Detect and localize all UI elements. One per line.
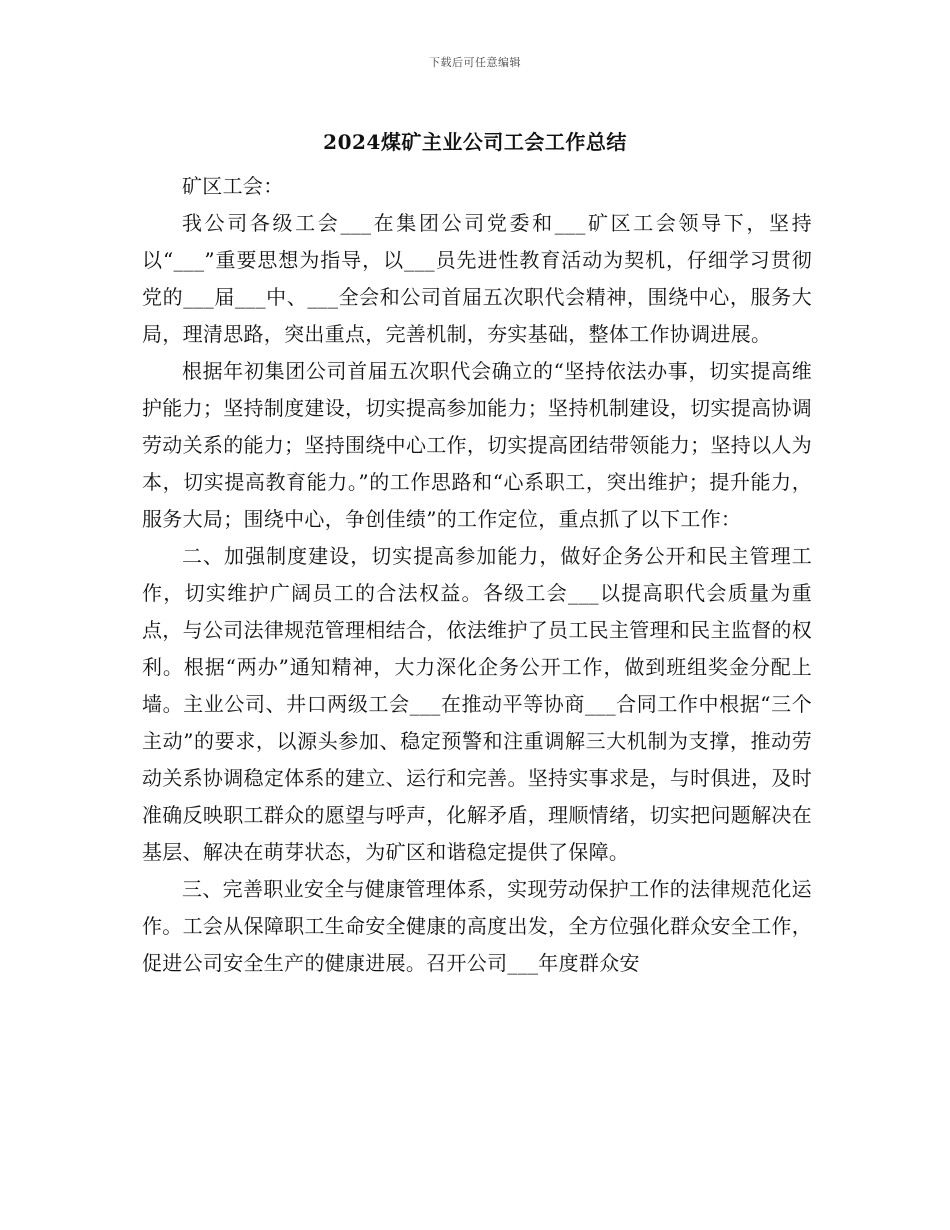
salutation: 矿区工会： [182,174,284,198]
paragraph-intro: 我公司各级工会___在集团公司党委和___矿区工会领导下，坚持以“___”重要思想为指导，以___员先进性教育活动为契机，仔细学习贯彻党的___届___中、___全会和公司首届五次职代会精神，围绕中心，服务大局，理清思路，突出重点，完善机制，夯实基础，整体工作协调进展。 [142,211,812,346]
document-body [142,168,812,982]
paragraph-section-2: 二、加强制度建设，切实提高参加能力，做好企务公开和民主管理工作，切实维护广阔员工的合法权益。各级工会___以提高职代会质量为重点，与公司法律规范管理相结合，依法维护了员工民主管理和民主监督的权利。根据“两办”通知精神，大力深化企务公开工作，做到班组奖金分配上墙。主业公司、井口两级工会___在推动平等协商___合同工作中根据“三个主动”的要求，以源头参加、稳定预警和注重调解三大机制为支撑，推动劳动关系协调稳定体系的建立、运行和完善。坚持实事求是，与时俱进，及时准确反映职工群众的愿望与呼声，化解矛盾，理顺情绪，切实把问题解决在基层、解决在萌芽状态，为矿区和谐稳定提供了保障。 [142,544,812,864]
paragraph-work-plan: 根据年初集团公司首届五次职代会确立的“坚持依法办事，切实提高维护能力；坚持制度建设，切实提高参加能力；坚持机制建设，切实提高协调劳动关系的能力；坚持围绕中心工作，切实提高团结带领能力；坚持以人为本，切实提高教育能力。”的工作思路和“心系职工，突出维护；提升能力，服务大局；围绕中心，争创佳绩”的工作定位，重点抓了以下工作： [142,359,812,531]
header-note: 下载后可任意编辑 [429,56,521,69]
paragraph-section-3: 三、完善职业安全与健康管理体系，实现劳动保护工作的法律规范化运作。工会从保障职工生命安全健康的高度出发，全方位强化群众安全工作，促进公司安全生产的健康进展。召开公司___年度群众安 [142,877,812,975]
document-title: 2024煤矿主业公司工会工作总结 [323,130,627,154]
